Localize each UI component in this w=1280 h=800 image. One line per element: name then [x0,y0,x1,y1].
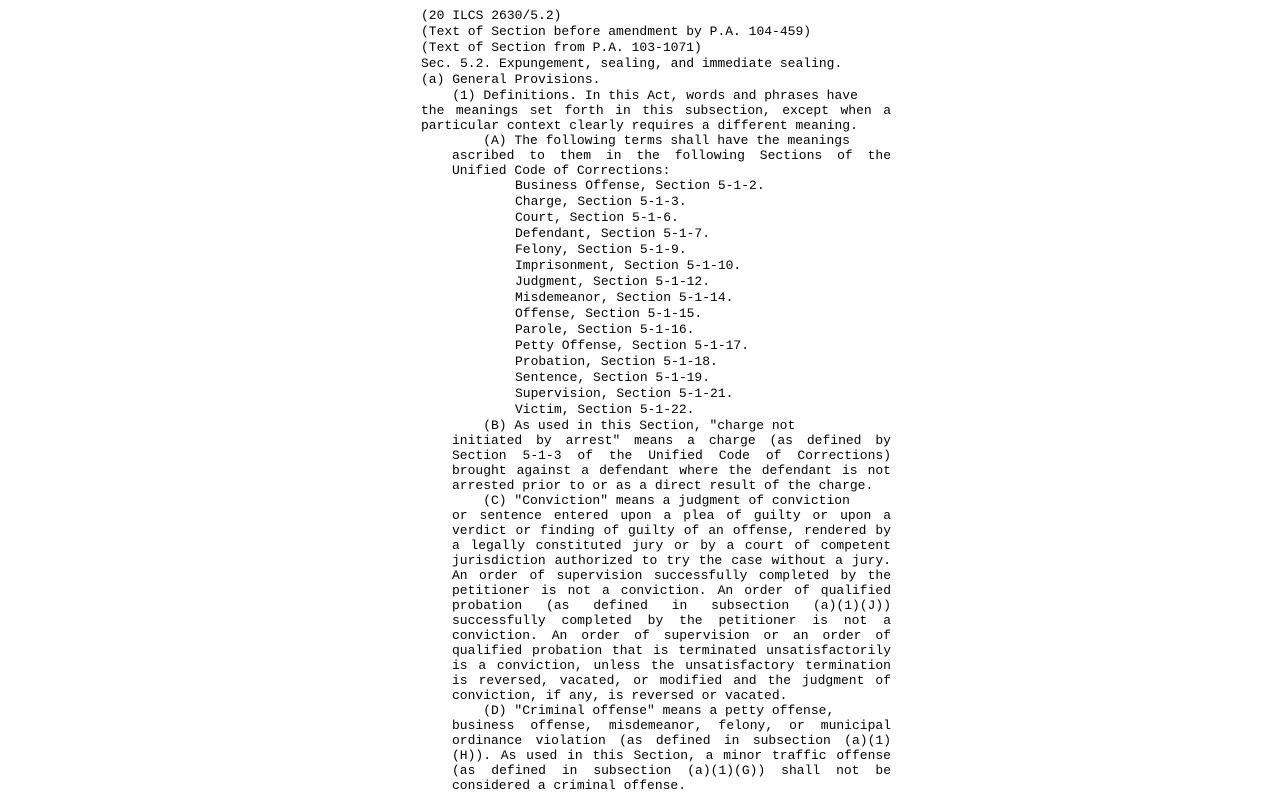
item-a-paragraph [452,133,891,178]
paragraph-body: or sentence entered upon a plea of guilty or upon a verdict or finding of guilty of an offense, rendered by a legally constituted jury or by a court of competent jurisdiction authorized to try the case without a jury. An order of supervision successfully completed by the petitioner is not a conviction. An order of qualified probation (as defined in subsection (a)(1)(J)) successfully completed by the petitioner is not a conviction. An order of supervision or an order of qualified probation that is terminated unsatisfactorily is a conviction, unless the unsatisfactory termination is reversed, vacated, or modified and the judgment of conviction, if any, is reversed or vacated. [452,508,891,703]
term-item: Sentence, Section 5-1-19. [515,370,711,385]
paragraph-first-line: (B) As used in this Section, "charge not [452,418,796,433]
term-item: Business Offense, Section 5-1-2. [515,178,765,193]
term-item: Imprisonment, Section 5-1-10. [515,258,742,273]
section-title: Sec. 5.2. Expungement, sealing, and immediate sealing. [421,56,843,71]
term-item: Court, Section 5-1-6. [515,210,679,225]
term-item: Charge, Section 5-1-3. [515,194,687,209]
item-b-paragraph [452,418,891,493]
statute-document [421,8,891,793]
subsection-a-heading: (a) General Provisions. [421,72,601,87]
term-item: Probation, Section 5-1-18. [515,354,718,369]
item-d-paragraph [452,703,891,793]
paragraph-first-line: (C) "Conviction" means a judgment of conviction [452,493,850,508]
amendment-note: (Text of Section before amendment by P.A. 104-459) [421,24,812,39]
definitions-paragraph [421,88,891,133]
source-note: (Text of Section from P.A. 103-1071) [421,40,702,55]
term-list [515,178,891,418]
term-item: Victim, Section 5-1-22. [515,402,695,417]
term-item: Parole, Section 5-1-16. [515,322,695,337]
paragraph-body: initiated by arrest" means a charge (as defined by Section 5-1-3 of the Unified Code of Corrections) brought against a defendant where the defendant is not arrested prior to or as a direct result of the charge. [452,433,891,493]
paragraph-first-line: (A) The following terms shall have the meanings [452,133,850,148]
term-item: Judgment, Section 5-1-12. [515,274,711,289]
term-item: Petty Offense, Section 5-1-17. [515,338,750,353]
term-item: Defendant, Section 5-1-7. [515,226,711,241]
term-item: Supervision, Section 5-1-21. [515,386,734,401]
term-item: Misdemeanor, Section 5-1-14. [515,290,734,305]
paragraph-body: the meanings set forth in this subsection, except when a particular context clearly requires a different meaning. [421,103,891,133]
term-item: Felony, Section 5-1-9. [515,242,687,257]
paragraph-body: ascribed to them in the following Sections of the Unified Code of Corrections: [452,148,891,178]
paragraph-first-line: (1) Definitions. In this Act, words and phrases have [421,88,858,103]
paragraph-first-line: (D) "Criminal offense" means a petty offense, [452,703,835,718]
term-item: Offense, Section 5-1-15. [515,306,703,321]
item-c-paragraph [452,493,891,703]
statute-citation: (20 ILCS 2630/5.2) [421,8,562,23]
paragraph-body: business offense, misdemeanor, felony, or municipal ordinance violation (as defined in subsection (a)(1) (H)). As used in this Section, a minor traffic offense (as defined in subsection (a)(1)(G)) shall not be considered a criminal offense. [452,718,891,793]
